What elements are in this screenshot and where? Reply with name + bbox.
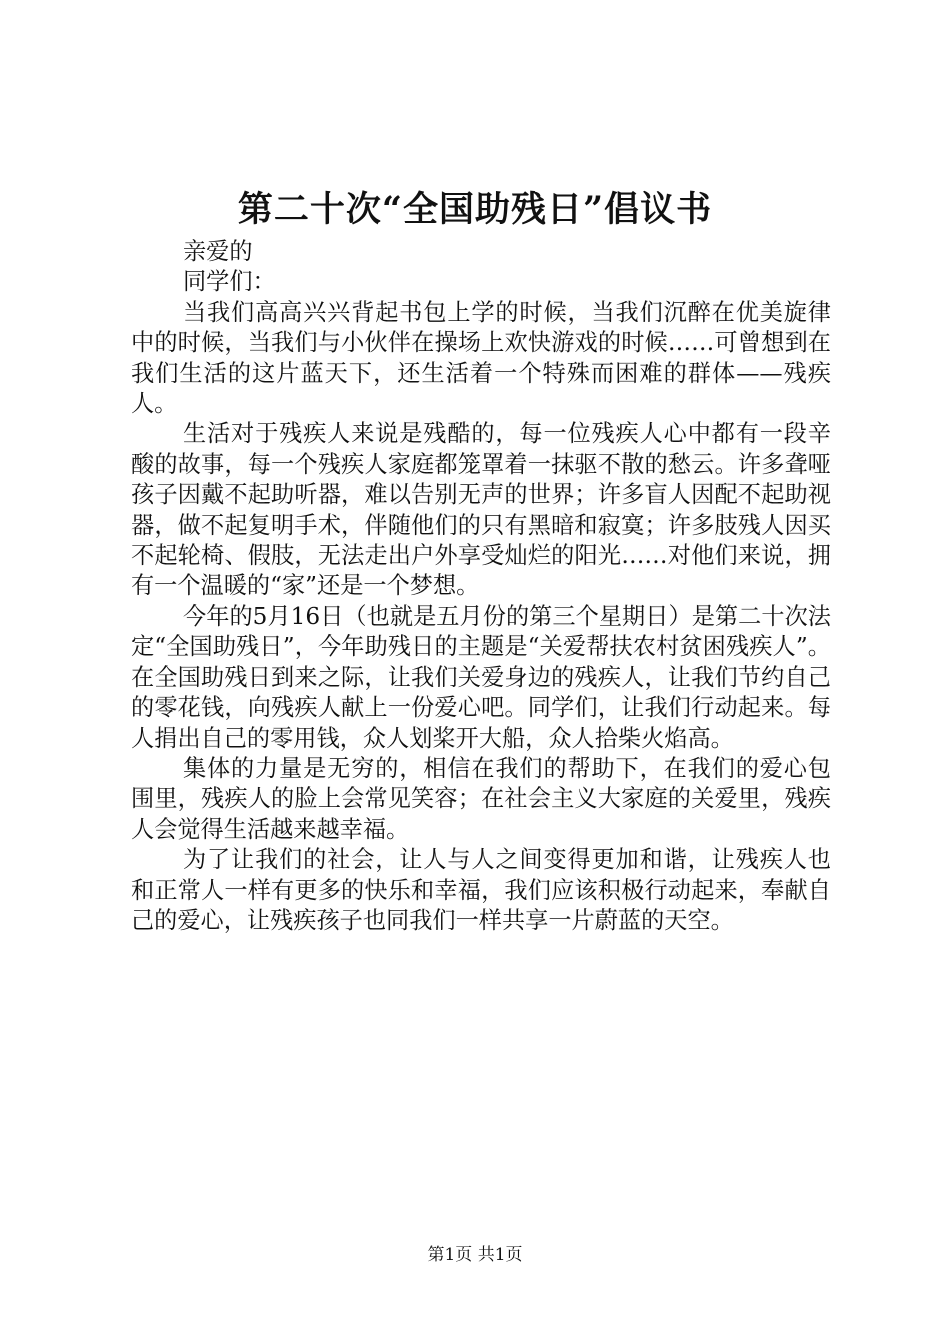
salutation-line-1: 亲爱的 [183, 238, 253, 265]
paragraph-4: 集体的力量是无穷的，相信在我们的帮助下，在我们的爱心包围里，残疾人的脸上会常见笑容；在社会主义大家庭的关爱里，残疾人会觉得生活越来越幸福。 [131, 754, 831, 843]
page-footer: 第1页 共1页 [427, 1245, 523, 1265]
paragraph-5: 为了让我们的社会，让人与人之间变得更加和谐，让残疾人也和正常人一样有更多的快乐和幸福，我们应该积极行动起来，奉献自己的爱心，让残疾孩子也同我们一样共享一片蔚蓝的天空。 [131, 846, 831, 934]
paragraph-3: 今年的5月16日（也就是五月份的第三个星期日）是第二十次法定“全国助残日”，今年助残日的主题是“关爱帮扶农村贫困残疾人”。在全国助残日到来之际，让我们关爱身边的残疾人，让我们节约自己的零花钱，向残疾人献上一份爱心吧。同学们，让我们行动起来。每人捐出自己的零用钱，众人划桨开大船，众人拾柴火焰高。 [131, 602, 831, 752]
paragraph-2: 生活对于残疾人来说是残酷的，每一位残疾人心中都有一段辛酸的故事，每一个残疾人家庭都笼罩着一抹驱不散的愁云。许多聋哑孩子因戴不起助听器，难以告别无声的世界；许多盲人因配不起助视器，做不起复明手术，伴随他们的只有黑暗和寂寞；许多肢残人因买不起轮椅、假肢，无法走出户外享受灿烂的阳光……对他们来说，拥有一个温暖的“家”还是一个梦想。 [131, 420, 831, 600]
document-body [131, 237, 831, 936]
paragraph-1: 当我们高高兴兴背起书包上学的时候，当我们沉醉在优美旋律中的时候，当我们与小伙伴在操场上欢快游戏的时候……可曾想到在我们生活的这片蓝天下，还生活着一个特殊而困难的群体——残疾人。 [131, 298, 831, 418]
document-title: 第二十次“全国助残日”倡议书 [237, 189, 713, 230]
salutation-line-2: 同学们： [183, 268, 276, 296]
